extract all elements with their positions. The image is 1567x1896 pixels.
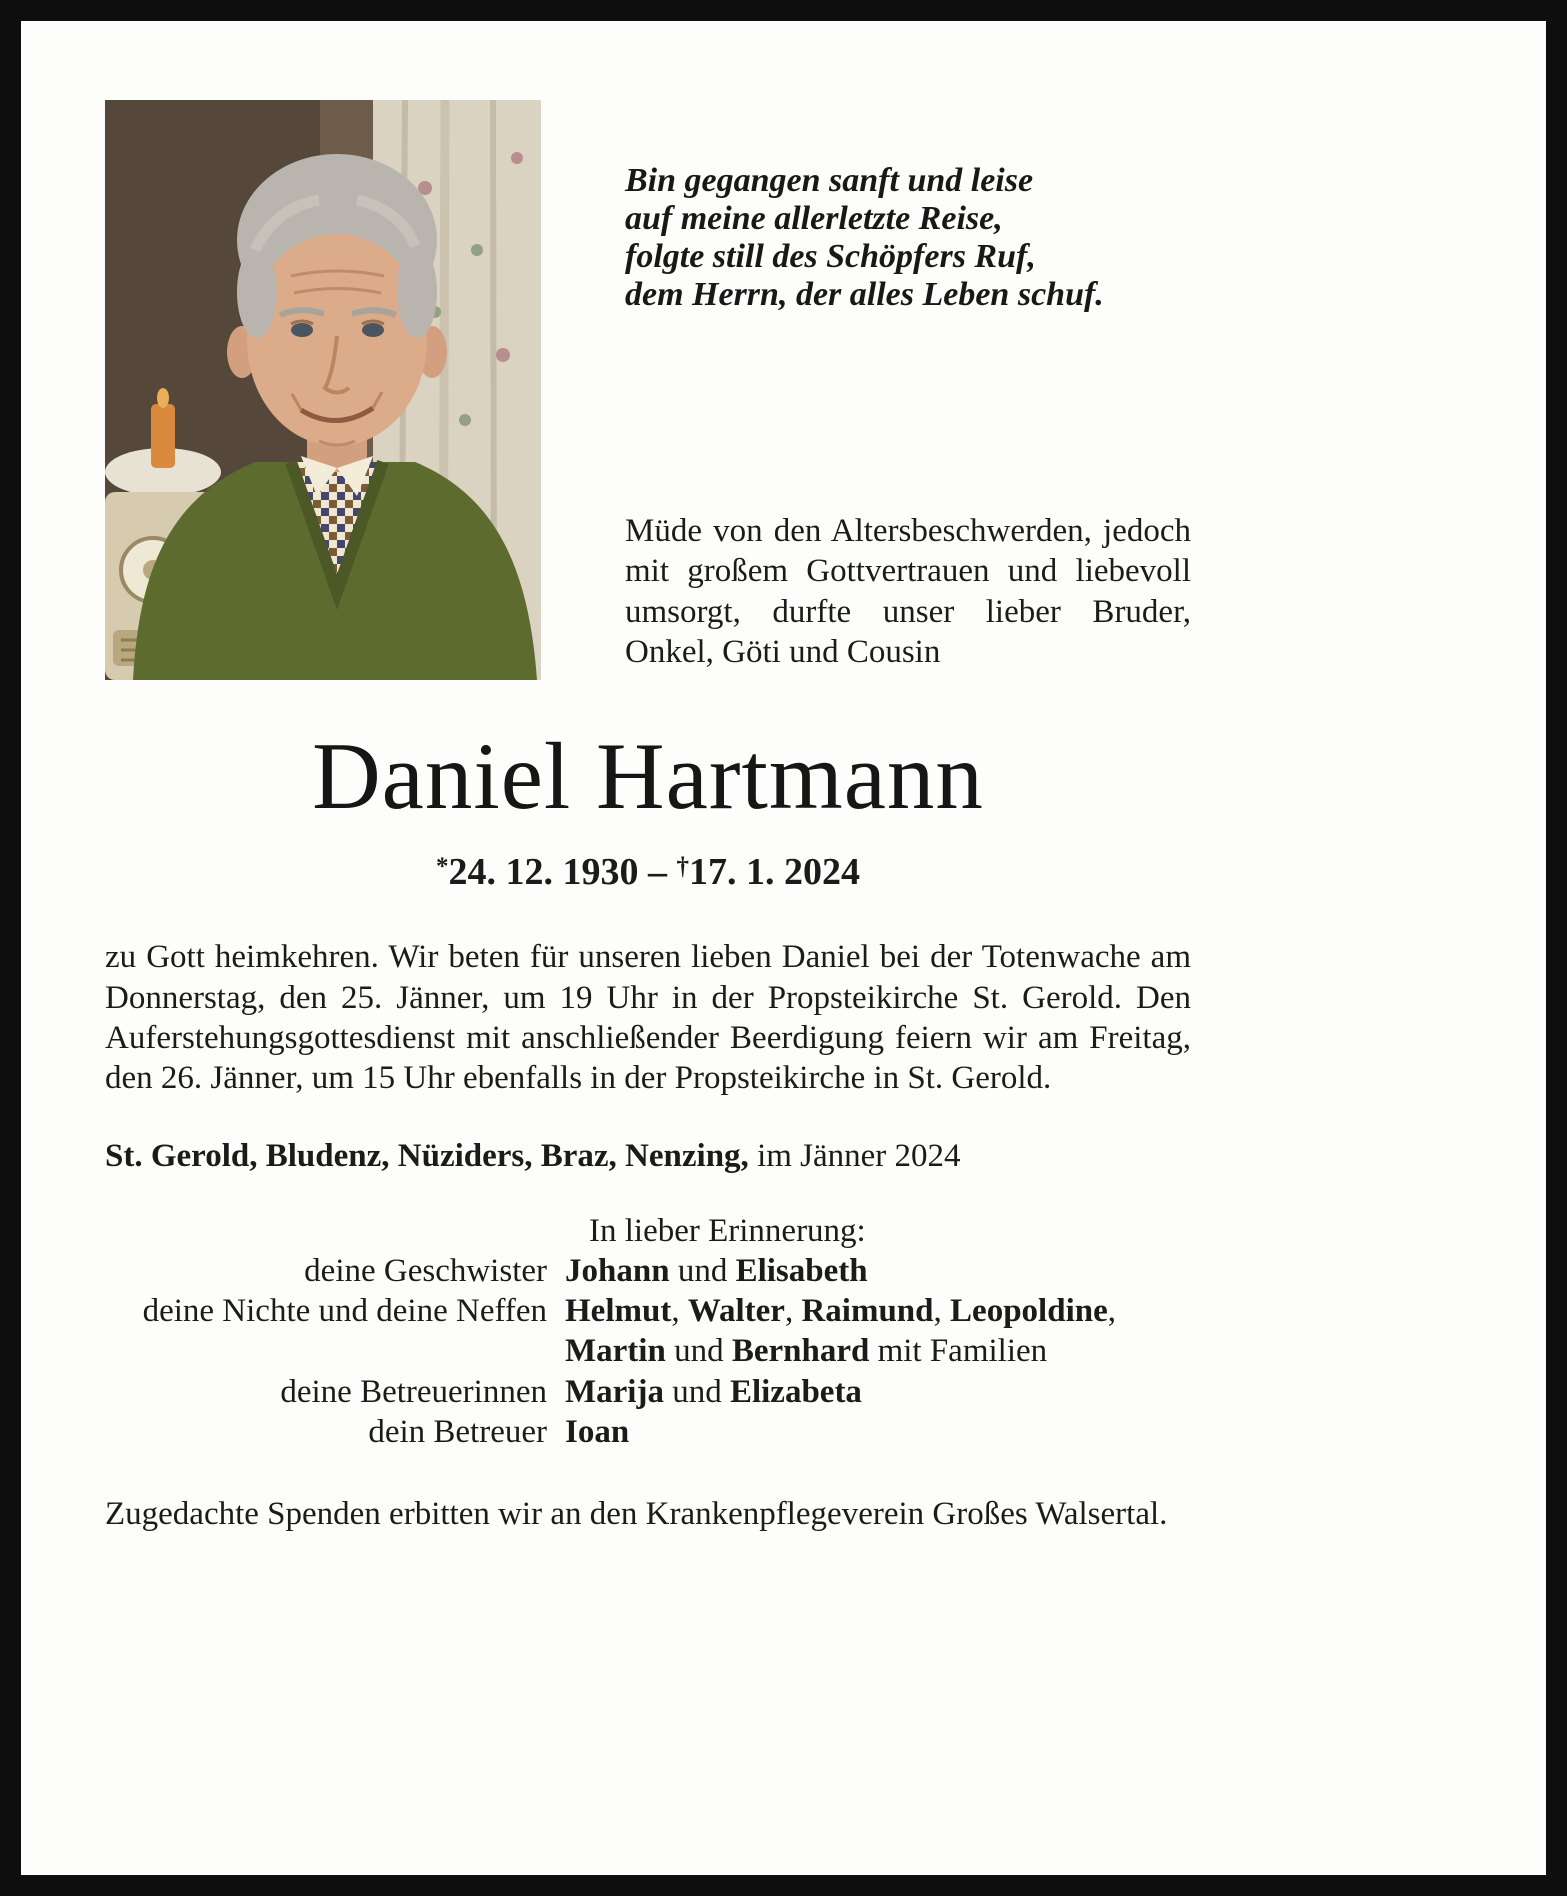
remembrance-title-spacer — [105, 1211, 547, 1251]
memorial-poem — [625, 162, 1191, 314]
remembrance-name: Ioan — [565, 1413, 630, 1450]
remembrance-row — [105, 1291, 1191, 1372]
remembrance-text: mit Familien — [869, 1333, 1048, 1370]
card-inner — [21, 21, 1546, 1875]
remembrance-title-row — [105, 1211, 1191, 1251]
remembrance-label: dein Betreuer — [368, 1413, 547, 1450]
remembrance-label: deine Nichte und deine Neffen — [142, 1293, 547, 1329]
remembrance-name: Walter — [687, 1293, 785, 1329]
portrait-illustration — [105, 100, 541, 680]
birth-date: 24. 12. 1930 — [448, 850, 639, 893]
remembrance-label: deine Geschwister — [304, 1252, 547, 1289]
donation-note: Zugedachte Spenden erbitten wir an den Krankenpflegeverein Großes Walsertal. — [105, 1496, 1168, 1532]
top-right-column — [625, 100, 1191, 680]
remembrance-names — [565, 1291, 1191, 1372]
remembrance-row — [105, 1372, 1191, 1412]
remembrance-text: und — [665, 1333, 732, 1370]
remembrance-name: Elisabeth — [735, 1252, 868, 1289]
dateline — [105, 1136, 1191, 1176]
poem-line: folgte still des Schöpfers Ruf, — [625, 238, 1036, 276]
remembrance-label: deine Betreuerinnen — [280, 1373, 547, 1410]
dates-separator: – — [648, 850, 667, 893]
remembrance-names — [565, 1251, 1191, 1291]
remembrance-entries — [105, 1251, 1191, 1452]
remembrance-text: und — [669, 1252, 736, 1289]
remembrance-text: , — [933, 1293, 951, 1329]
remembrance-name: Raimund — [801, 1293, 934, 1329]
dateline-places: St. Gerold, Bludenz, Nüziders, Braz, Nenzing, — [105, 1138, 749, 1175]
death-date: 17. 1. 2024 — [689, 850, 860, 893]
intro-paragraph: Müde von den Altersbeschwerden, jedoch mit großem Gottvertrauen und liebevoll umsorgt, durfte unser lieber Bruder, Onkel, Göti und Cousin — [625, 513, 1191, 670]
remembrance-text: , — [784, 1293, 802, 1329]
remembrance-name: Leopoldine — [950, 1293, 1108, 1329]
remembrance-text: , — [1107, 1293, 1116, 1329]
deceased-name: Daniel Hartmann — [312, 723, 984, 829]
remembrance-title: In lieber Erinnerung: — [589, 1212, 866, 1249]
remembrance-names — [565, 1412, 1191, 1452]
remembrance-text: , — [671, 1293, 688, 1329]
funeral-announcement: zu Gott heimkehren. Wir beten für unseren lieben Daniel bei der Totenwache am Donnerstag, den 25. Jänner, um 19 Uhr in der Propsteikirche St. Gerold. Den Auferstehungsgottesdienst mit anschließender Beerdigung feiern wir am Freitag, den 26. Jänner, um 15 Uhr ebenfalls in der Propsteikirche in St. Gerold. — [105, 939, 1191, 1096]
remembrance-names — [565, 1372, 1191, 1412]
poem-line: dem Herrn, der alles Leben schuf. — [625, 276, 1104, 314]
life-dates — [105, 849, 1191, 895]
remembrance-row — [105, 1251, 1191, 1291]
portrait-photo — [105, 100, 541, 680]
poem-line: Bin gegangen sanft und leise — [625, 162, 1034, 199]
remembrance-name: Bernhard — [731, 1333, 870, 1370]
content — [105, 100, 1191, 1534]
death-symbol: † — [676, 852, 689, 880]
birth-symbol: * — [436, 852, 449, 880]
remembrance-section — [105, 1211, 1191, 1453]
remembrance-row — [105, 1412, 1191, 1452]
remembrance-name: Johann — [565, 1252, 670, 1289]
remembrance-name: Martin — [565, 1333, 666, 1370]
top-section — [105, 100, 1191, 680]
dateline-date: im Jänner 2024 — [748, 1138, 961, 1175]
remembrance-text: und — [663, 1373, 730, 1410]
remembrance-name: Marija — [565, 1373, 664, 1410]
remembrance-name: Elizabeta — [729, 1373, 862, 1410]
remembrance-name: Helmut — [565, 1293, 672, 1329]
poem-line: auf meine allerletzte Reise, — [625, 200, 1003, 238]
